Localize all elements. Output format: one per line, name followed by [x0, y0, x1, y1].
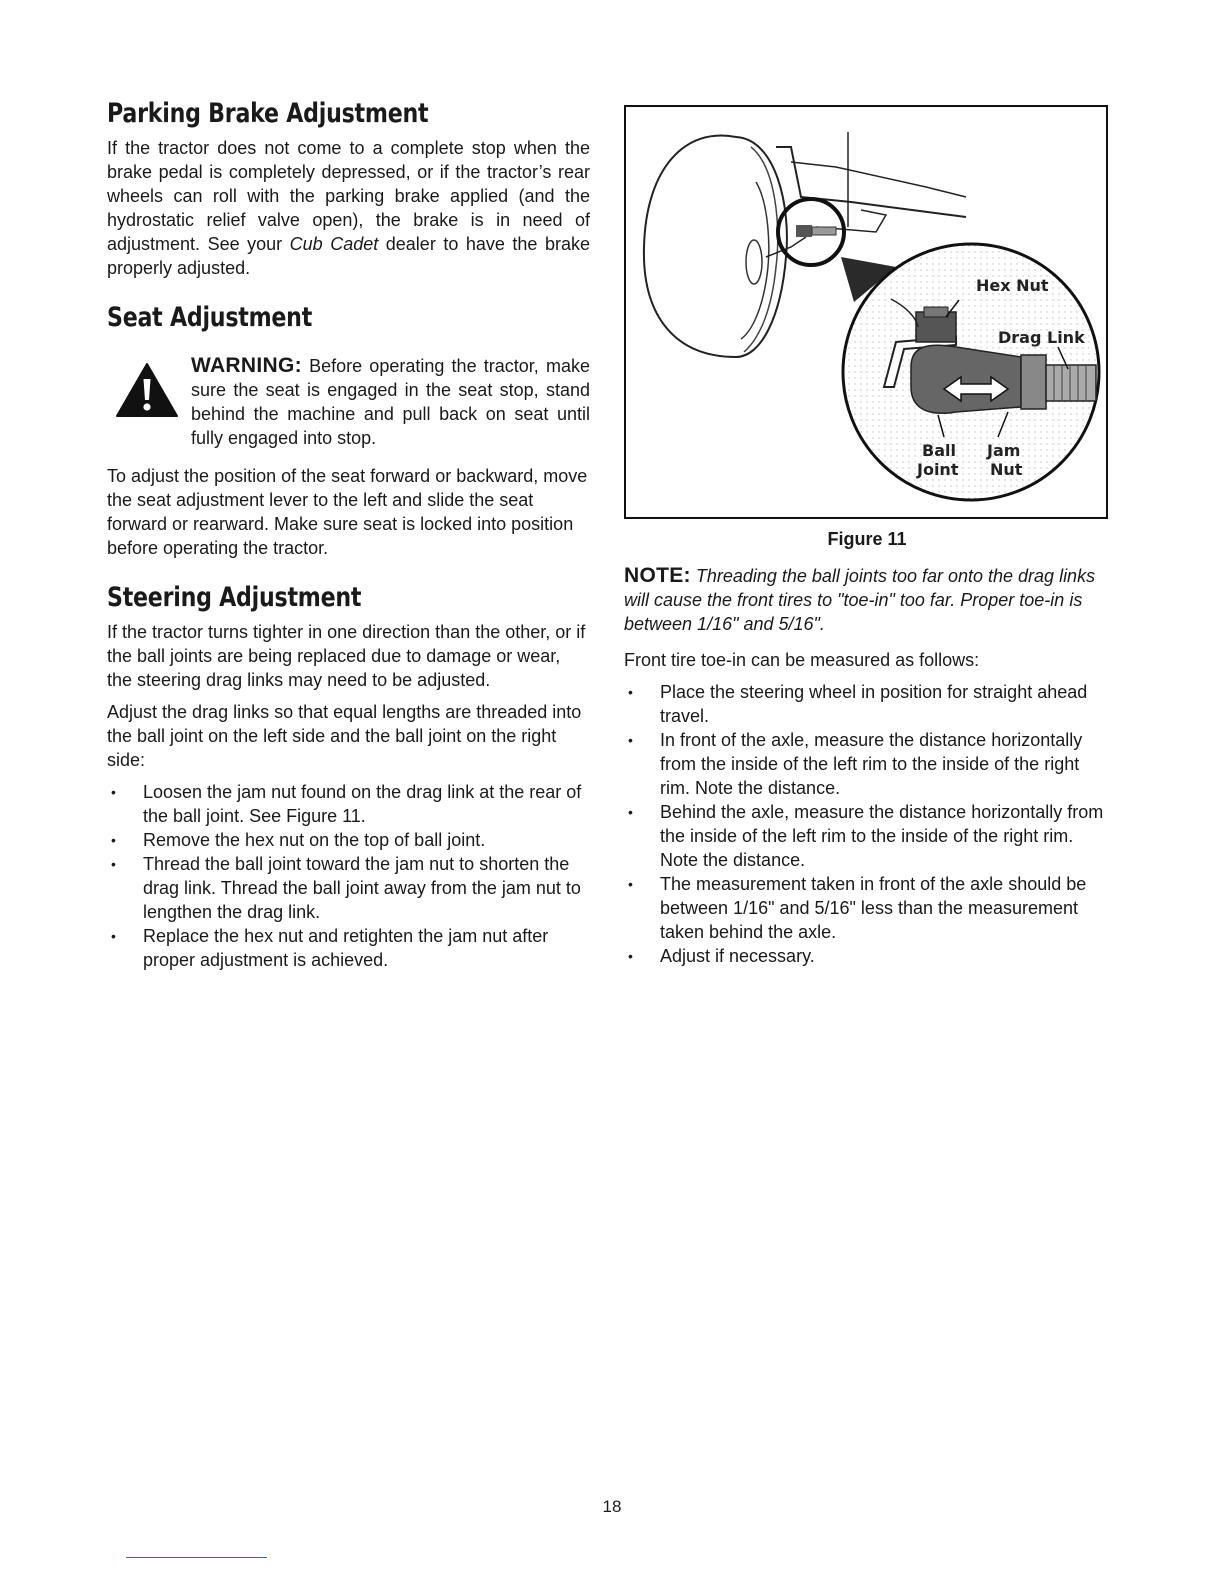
label-ball: Ball — [922, 441, 956, 460]
figure-11-illustration — [624, 105, 1108, 519]
label-drag-link: Drag Link — [998, 328, 1085, 347]
steering-paragraph-2: Adjust the drag links so that equal lengths are threaded into the ball joint on the left side and the ball joint on the right side: — [107, 702, 582, 770]
steering-adjustment-heading: Steering Adjustment — [107, 582, 362, 613]
seat-adjustment-heading: Seat Adjustment — [107, 302, 313, 333]
note-paragraph — [624, 564, 1110, 636]
page-number: 18 — [602, 1497, 622, 1516]
list-item: • In front of the axle, measure the distance horizontally from the inside of the left rim to the inside of the right rim. Note the distance. — [624, 728, 1110, 800]
footer-rule — [126, 1557, 267, 1558]
warning-label: WARNING: — [191, 354, 302, 377]
list-item: • Thread the ball joint toward the jam nut to shorten the drag link. Thread the ball joint away from the jam nut to lengthen the drag link. — [107, 852, 590, 924]
warning-text — [191, 354, 590, 450]
list-item: • Adjust if necessary. — [624, 944, 1110, 968]
toe-in-intro: Front tire toe-in can be measured as follows: — [624, 650, 980, 670]
note-text: Threading the ball joints too far onto the drag links will cause the front tires to "toe-in" too far. Proper toe-in is between 1/16" and 5/16". — [624, 566, 1096, 634]
warning-block — [107, 354, 590, 450]
warning-body: Before operating the tractor, make sure the seat is engaged in the seat stop, stand behind the machine and pull back on seat until fully engaged into stop. — [191, 356, 590, 448]
list-item: • Loosen the jam nut found on the drag link at the rear of the ball joint. See Figure 11. — [107, 780, 590, 828]
label-hex-nut: Hex Nut — [976, 276, 1049, 295]
label-joint: Joint — [917, 460, 959, 479]
brand-name: Cub Cadet — [289, 234, 379, 254]
label-nut: Nut — [990, 460, 1023, 479]
parking-text-1: If the tractor does not come to a complete stop when the brake pedal is completely depressed, or if the tractor’s rear wheels can roll with the parking brake applied (and the hydrostatic relief valve open), the brake is in need of adjustment. See your — [107, 138, 590, 254]
tire-tread — [736, 137, 787, 357]
label-jam: Jam — [987, 441, 1021, 460]
list-item: • Place the steering wheel in position for straight ahead travel. — [624, 680, 1110, 728]
warning-triangle-icon — [115, 362, 179, 418]
right-column — [624, 105, 1110, 968]
steering-bullet-list — [107, 780, 590, 972]
drag-link-diagram — [626, 107, 1106, 517]
parking-text-2: dealer to have the brake properly adjusted. — [107, 234, 590, 278]
left-column — [107, 98, 590, 972]
parking-brake-heading: Parking Brake Adjustment — [107, 98, 429, 129]
list-item: • Behind the axle, measure the distance horizontally from the inside of the left rim to the inside of the right rim. Note the distance. — [624, 800, 1110, 872]
parking-brake-paragraph — [107, 136, 590, 280]
wheel-rim — [741, 182, 769, 339]
list-item: • Remove the hex nut on the top of ball joint. — [107, 828, 590, 852]
spindle-arm — [776, 147, 966, 217]
note-label: NOTE: — [624, 564, 691, 587]
figure-caption: Figure 11 — [827, 529, 907, 549]
tire-outline — [644, 135, 736, 357]
list-item: • The measurement taken in front of the axle should be between 1/16" and 5/16" less than the measurement taken behind the axle. — [624, 872, 1110, 944]
list-item: • Replace the hex nut and retighten the jam nut after proper adjustment is achieved. — [107, 924, 590, 972]
seat-adjustment-paragraph: To adjust the position of the seat forward or backward, move the seat adjustment lever to the left and slide the seat forward or rearward. Make sure seat is locked into position before operating the tractor. — [107, 466, 588, 558]
toe-in-bullet-list — [624, 680, 1110, 968]
steering-paragraph-1: If the tractor turns tighter in one direction than the other, or if the ball joints are being replaced due to damage or wear, the steering drag links may need to be adjusted. — [107, 622, 586, 690]
